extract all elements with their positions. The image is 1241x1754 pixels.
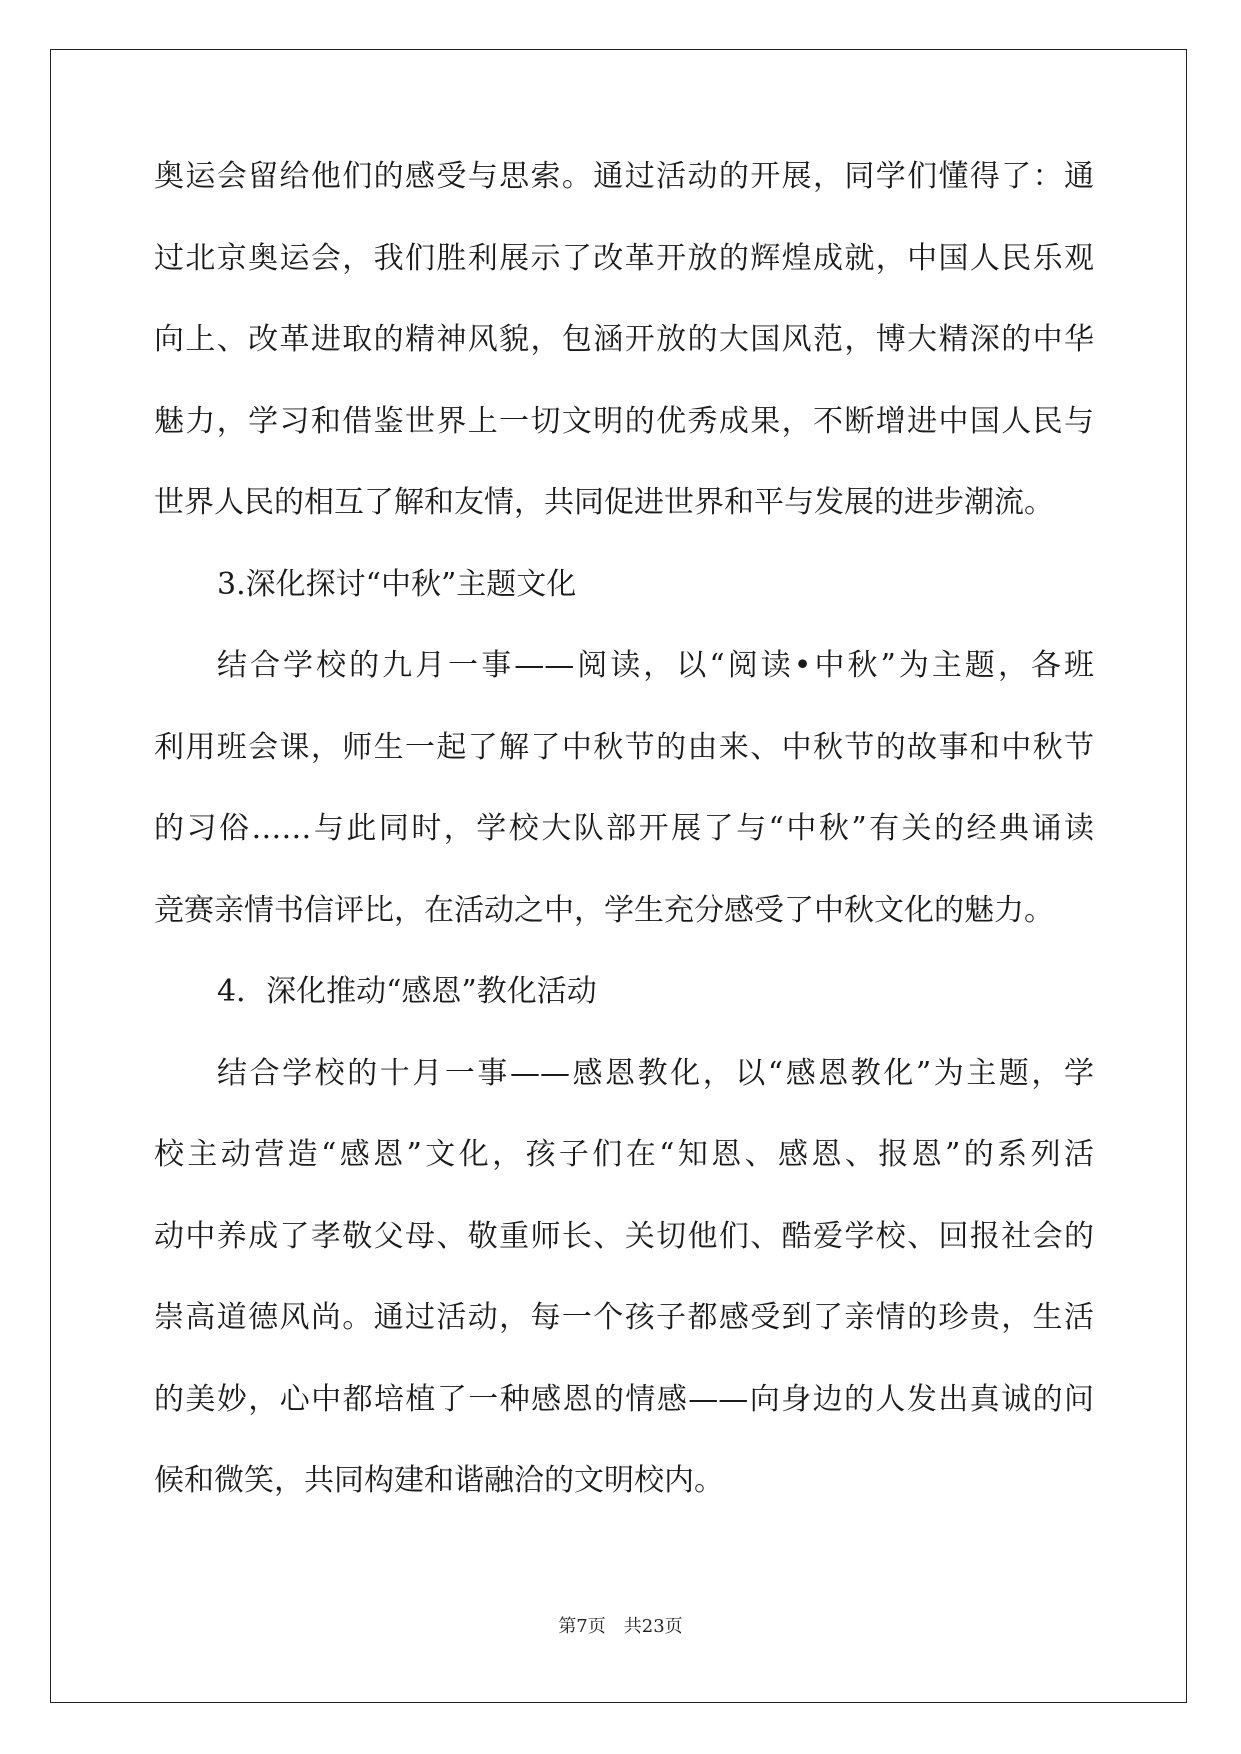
text-line: 向上、改革进取的精神风貌，包涵开放的大国风范，博大精深的中华 [154, 322, 1094, 357]
section-heading: 4．深化推动“感恩”教化活动 [217, 974, 597, 1009]
text-line: 利用班会课，师生一起了解了中秋节的由来、中秋节的故事和中秋节 [154, 729, 1094, 765]
text-line: 魅力，学习和借鉴世界上一切文明的优秀成果，不断增进中国人民与 [154, 403, 1094, 439]
text-line: 校主动营造“感恩”文化，孩子们在“知恩、感恩、报恩”的系列活 [154, 1137, 1094, 1172]
text-line: 世界人民的相互了解和友情，共同促进世界和平与发展的进步潮流。 [154, 485, 1054, 520]
text-line: 结合学校的九月一事——阅读，以“阅读•中秋”为主题，各班 [217, 648, 1094, 683]
text-line: 竞赛亲情书信评比，在活动之中，学生充分感受了中秋文化的魅力。 [154, 892, 1054, 928]
text-line: 动中养成了孝敬父母、敬重师长、关切他们、酷爱学校、回报社会的 [154, 1218, 1094, 1254]
text-line: 过北京奥运会，我们胜利展示了改革开放的辉煌成就，中国人民乐观 [154, 240, 1094, 276]
page-number: 第7页 共23页 [558, 1616, 683, 1637]
text-line: 崇高道德风尚。通过活动，每一个孩子都感受到了亲情的珍贵，生活 [154, 1300, 1094, 1335]
text-line: 的习俗……与此同时，学校大队部开展了与“中秋”有关的经典诵读 [154, 811, 1094, 846]
document-body [154, 159, 1094, 1548]
text-line: 候和微笑，共同构建和谐融洽的文明校内。 [154, 1463, 724, 1498]
text-line: 奥运会留给他们的感受与思索。通过活动的开展，同学们懂得了：通 [154, 159, 1094, 194]
text-line: 的美妙，心中都培植了一种感恩的情感——向身边的人发出真诚的问 [154, 1381, 1094, 1417]
text-line: 结合学校的十月一事——感恩教化，以“感恩教化”为主题，学 [217, 1055, 1094, 1091]
section-heading: 3.深化探讨“中秋”主题文化 [217, 566, 577, 602]
